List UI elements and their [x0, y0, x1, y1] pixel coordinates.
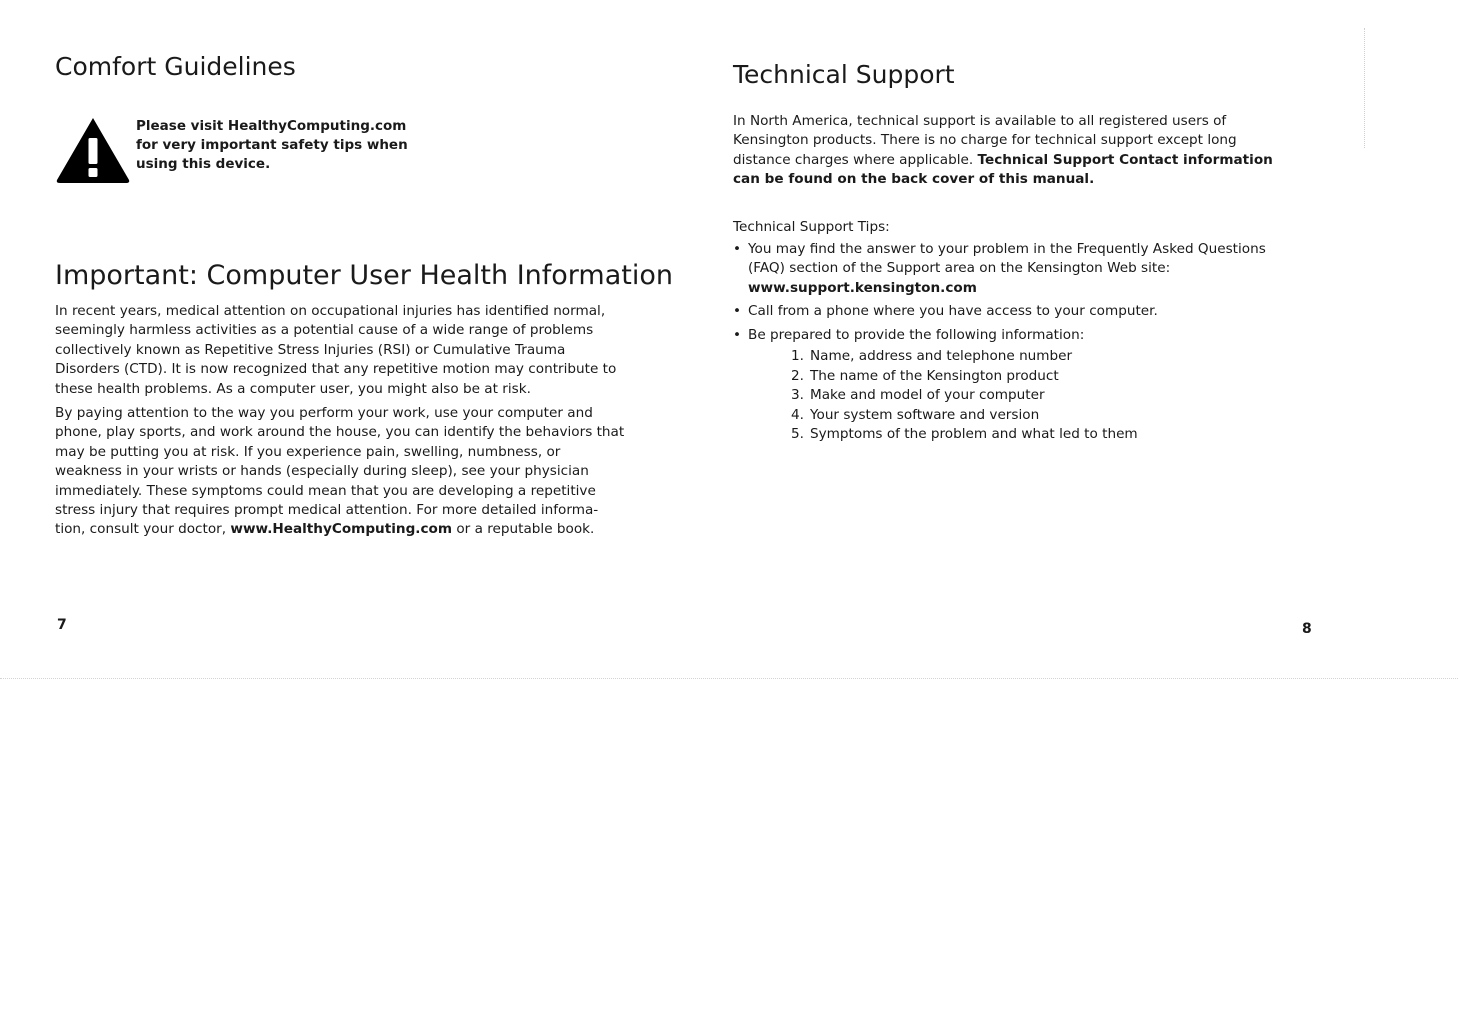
info-item-number: 5. — [791, 426, 804, 443]
tip-item-faq — [733, 240, 1303, 298]
health-paragraph-1: In recent years, medical attention on occupational injuries has identified normal, seemingly harmless activities as a potential cause of a wide range of problems collectively known as Repetitive Stress Injuries (RSI) or Cumulative Trauma Disorders (CTD). It is now recognized that any repetitive motion may contribute to these health problems. As a computer user, you might also be at risk. — [55, 303, 617, 397]
warning-line-1: Please visit HealthyComputing.com — [136, 118, 407, 134]
tips-list — [733, 240, 1303, 449]
bullet-icon: • — [733, 326, 742, 343]
health-paragraph-2-text: By paying attention to the way you perform your work, use your computer and phone, play sports, and work around the house, you can identify the behaviors that may be putting you at risk. If you experience pain, swelling, numbness, or weakness in your wrists or hands (especially during sleep), see your physician immediately. These symptoms could mean that you are developing a repetitive stress injury that requires prompt medical attention. For more detailed informa-tion, consult your doctor, — [55, 405, 625, 538]
info-item-text: Your system software and version — [810, 406, 1040, 423]
support-intro-text: In North America, technical support is available to all registered users of Kensington products. There is no charge for technical support except long distance charges where applicable. — [733, 113, 1237, 168]
info-item — [791, 367, 1303, 387]
info-item — [791, 425, 1303, 445]
tip-faq-text: You may find the answer to your problem in the Frequently Asked Questions (FAQ) section of the Support area on the Kensington Web site: — [748, 241, 1266, 277]
info-item-number: 1. — [791, 348, 804, 365]
tip-item-phone — [733, 302, 1303, 321]
warning-block — [55, 116, 455, 186]
scan-speckle-line — [0, 678, 1458, 680]
bullet-icon: • — [733, 303, 742, 320]
info-item-number: 4. — [791, 406, 804, 423]
warning-line-3: using this device. — [136, 156, 271, 172]
warning-line-2: for very important safety tips when — [136, 137, 408, 153]
info-item — [791, 347, 1303, 367]
page-number-right: 8 — [1302, 621, 1312, 637]
support-intro-bold: Technical Support Contact information can be found on the back cover of this manual. — [733, 151, 1273, 188]
scan-edge-mark — [1364, 28, 1366, 148]
info-list — [748, 347, 1303, 445]
bullet-icon: • — [733, 241, 742, 257]
tip-prepare-text: Be prepared to provide the following information: — [748, 326, 1085, 343]
warning-triangle-icon — [55, 116, 131, 184]
tip-item-prepare — [733, 326, 1303, 445]
warning-text — [136, 117, 456, 174]
info-item-text: Name, address and telephone number — [810, 348, 1073, 365]
technical-support-title: Technical Support — [733, 60, 955, 89]
support-website-link[interactable]: www.support.kensington.com — [748, 279, 977, 296]
info-item-number: 3. — [791, 387, 804, 404]
info-item-text: Symptoms of the problem and what led to them — [810, 426, 1138, 443]
health-paragraph-2 — [55, 404, 627, 540]
info-item — [791, 386, 1303, 406]
health-body — [55, 302, 627, 545]
info-item-text: Make and model of your computer — [810, 387, 1045, 404]
support-intro — [733, 112, 1293, 190]
info-item — [791, 406, 1303, 426]
tip-phone-text: Call from a phone where you have access to your computer. — [748, 303, 1158, 320]
info-item-number: 2. — [791, 367, 804, 384]
healthycomputing-link[interactable]: www.HealthyComputing.com — [230, 521, 453, 538]
tips-heading: Technical Support Tips: — [733, 219, 890, 235]
page-number-left: 7 — [57, 617, 67, 633]
info-item-text: The name of the Kensington product — [810, 367, 1059, 384]
comfort-guidelines-title: Comfort Guidelines — [55, 52, 296, 81]
health-paragraph-2-end: or a reputable book. — [452, 521, 595, 538]
health-information-title: Important: Computer User Health Information — [55, 260, 673, 291]
